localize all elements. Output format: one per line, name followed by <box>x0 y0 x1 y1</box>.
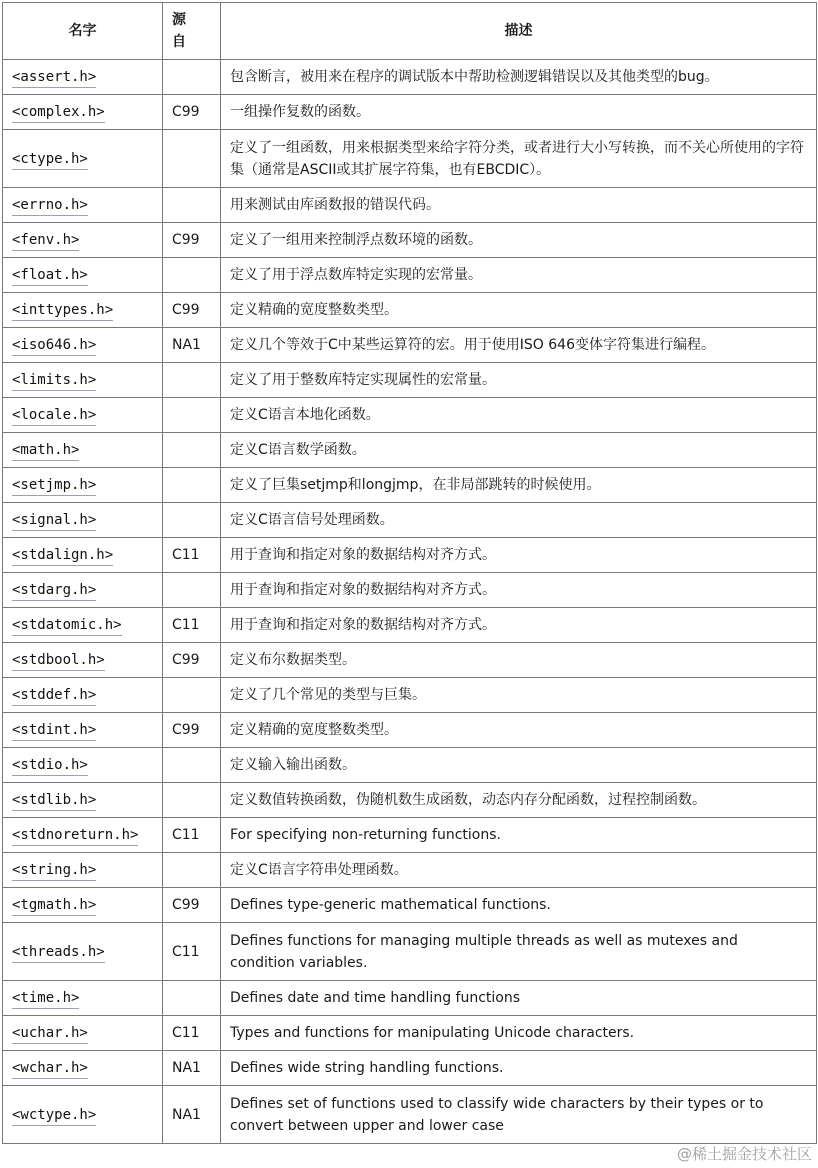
watermark: @稀土掘金技术社区 <box>676 1145 812 1163</box>
header-file-link[interactable]: <fenv.h> <box>12 232 79 251</box>
origin-cell: C11 <box>163 608 221 643</box>
header-file-link[interactable]: <locale.h> <box>12 407 96 426</box>
description-cell: 用于查询和指定对象的数据结构对齐方式。 <box>221 573 817 608</box>
table-row <box>3 258 817 293</box>
header-file-link[interactable]: <stdlib.h> <box>12 792 96 811</box>
header-file-link[interactable]: <stdarg.h> <box>12 582 96 601</box>
table-row <box>3 130 817 188</box>
header-file-cell <box>3 678 163 713</box>
table-row <box>3 363 817 398</box>
header-file-cell <box>3 433 163 468</box>
description-cell: 用于查询和指定对象的数据结构对齐方式。 <box>221 538 817 573</box>
origin-cell <box>163 258 221 293</box>
description-cell: 定义了巨集setjmp和longjmp，在非局部跳转的时候使用。 <box>221 468 817 503</box>
description-cell: Defines type-generic mathematical functions. <box>221 888 817 923</box>
origin-cell <box>163 468 221 503</box>
description-cell: 定义C语言本地化函数。 <box>221 398 817 433</box>
origin-cell: C99 <box>163 223 221 258</box>
header-file-link[interactable]: <stdint.h> <box>12 722 96 741</box>
origin-cell: C11 <box>163 538 221 573</box>
table-row <box>3 923 817 981</box>
header-file-link[interactable]: <stdatomic.h> <box>12 617 122 636</box>
header-file-cell <box>3 1051 163 1086</box>
header-file-link[interactable]: <stdio.h> <box>12 757 88 776</box>
header-file-cell <box>3 293 163 328</box>
header-file-cell <box>3 643 163 678</box>
table-row <box>3 60 817 95</box>
origin-cell: C99 <box>163 888 221 923</box>
table-row <box>3 678 817 713</box>
header-file-cell <box>3 363 163 398</box>
header-file-link[interactable]: <setjmp.h> <box>12 477 96 496</box>
origin-cell: NA1 <box>163 328 221 363</box>
description-cell: 定义了用于浮点数库特定实现的宏常量。 <box>221 258 817 293</box>
header-file-cell <box>3 783 163 818</box>
table-row <box>3 573 817 608</box>
header-file-cell <box>3 188 163 223</box>
description-cell: Types and functions for manipulating Unicode characters. <box>221 1016 817 1051</box>
origin-cell: C11 <box>163 1016 221 1051</box>
origin-cell <box>163 363 221 398</box>
header-file-cell <box>3 398 163 433</box>
header-file-cell <box>3 538 163 573</box>
origin-cell <box>163 853 221 888</box>
header-file-link[interactable]: <float.h> <box>12 267 88 286</box>
description-cell: 定义数值转换函数，伪随机数生成函数，动态内存分配函数，过程控制函数。 <box>221 783 817 818</box>
header-file-cell <box>3 923 163 981</box>
origin-cell: C99 <box>163 293 221 328</box>
origin-cell: C99 <box>163 95 221 130</box>
description-cell: 定义几个等效于C中某些运算符的宏。用于使用ISO 646变体字符集进行编程。 <box>221 328 817 363</box>
table-row <box>3 188 817 223</box>
table-row <box>3 643 817 678</box>
header-file-link[interactable]: <complex.h> <box>12 104 105 123</box>
origin-cell <box>163 678 221 713</box>
table-row <box>3 853 817 888</box>
table-row <box>3 713 817 748</box>
header-file-link[interactable]: <ctype.h> <box>12 151 88 170</box>
origin-cell <box>163 130 221 188</box>
header-file-link[interactable]: <wctype.h> <box>12 1107 96 1126</box>
table-row <box>3 888 817 923</box>
table-row <box>3 608 817 643</box>
header-file-link[interactable]: <wchar.h> <box>12 1060 88 1079</box>
header-file-cell <box>3 503 163 538</box>
table-row <box>3 433 817 468</box>
origin-cell: C99 <box>163 713 221 748</box>
description-cell: 定义C语言字符串处理函数。 <box>221 853 817 888</box>
header-file-link[interactable]: <assert.h> <box>12 69 96 88</box>
table-row <box>3 293 817 328</box>
header-file-link[interactable]: <stdbool.h> <box>12 652 105 671</box>
header-origin <box>163 3 221 60</box>
description-cell: 定义C语言数学函数。 <box>221 433 817 468</box>
table-row <box>3 783 817 818</box>
c-standard-library-table <box>2 2 817 1144</box>
header-file-link[interactable]: <time.h> <box>12 990 79 1009</box>
description-cell: 定义精确的宽度整数类型。 <box>221 293 817 328</box>
description-cell: 一组操作复数的函数。 <box>221 95 817 130</box>
header-file-cell <box>3 748 163 783</box>
header-file-link[interactable]: <signal.h> <box>12 512 96 531</box>
header-file-link[interactable]: <threads.h> <box>12 944 105 963</box>
origin-cell <box>163 503 221 538</box>
table-body <box>3 60 817 1144</box>
description-cell: Defines date and time handling functions <box>221 981 817 1016</box>
description-cell: 定义了用于整数库特定实现属性的宏常量。 <box>221 363 817 398</box>
description-cell: 定义了几个常见的类型与巨集。 <box>221 678 817 713</box>
description-cell: 定义C语言信号处理函数。 <box>221 503 817 538</box>
origin-cell: C11 <box>163 818 221 853</box>
table-row <box>3 503 817 538</box>
header-file-link[interactable]: <string.h> <box>12 862 96 881</box>
header-name: 名字 <box>3 3 163 60</box>
header-origin-text: 源自 <box>172 12 186 50</box>
table-row <box>3 223 817 258</box>
header-file-link[interactable]: <uchar.h> <box>12 1025 88 1044</box>
header-file-cell <box>3 130 163 188</box>
header-file-cell <box>3 60 163 95</box>
description-cell: 定义精确的宽度整数类型。 <box>221 713 817 748</box>
origin-cell <box>163 60 221 95</box>
header-file-link[interactable]: <limits.h> <box>12 372 96 391</box>
description-cell: For specifying non-returning functions. <box>221 818 817 853</box>
table-row <box>3 538 817 573</box>
origin-cell <box>163 188 221 223</box>
header-file-cell <box>3 328 163 363</box>
header-file-link[interactable]: <errno.h> <box>12 197 88 216</box>
header-file-cell <box>3 573 163 608</box>
header-file-cell <box>3 818 163 853</box>
header-file-cell <box>3 608 163 643</box>
table-row <box>3 818 817 853</box>
description-cell: 定义布尔数据类型。 <box>221 643 817 678</box>
header-file-cell <box>3 853 163 888</box>
header-file-link[interactable]: <math.h> <box>12 442 79 461</box>
table-row <box>3 398 817 433</box>
header-file-cell <box>3 713 163 748</box>
description-cell: Defines set of functions used to classify wide characters by their types or to convert between upper and lower case <box>221 1086 817 1144</box>
header-file-cell <box>3 888 163 923</box>
origin-cell: C11 <box>163 923 221 981</box>
origin-cell: NA1 <box>163 1086 221 1144</box>
table-header-row <box>3 3 817 60</box>
origin-cell <box>163 398 221 433</box>
table-row <box>3 468 817 503</box>
origin-cell: C99 <box>163 643 221 678</box>
origin-cell: NA1 <box>163 1051 221 1086</box>
header-file-cell <box>3 468 163 503</box>
description-cell: 包含断言，被用来在程序的调试版本中帮助检测逻辑错误以及其他类型的bug。 <box>221 60 817 95</box>
table-row <box>3 328 817 363</box>
header-file-link[interactable]: <iso646.h> <box>12 337 96 356</box>
header-file-cell <box>3 1016 163 1051</box>
header-file-cell <box>3 1086 163 1144</box>
origin-cell <box>163 783 221 818</box>
header-file-cell <box>3 95 163 130</box>
table-row <box>3 1086 817 1144</box>
header-description: 描述 <box>221 3 817 60</box>
header-file-link[interactable]: <stdnoreturn.h> <box>12 827 138 846</box>
description-cell: 定义了一组用来控制浮点数环境的函数。 <box>221 223 817 258</box>
origin-cell <box>163 981 221 1016</box>
table-row <box>3 981 817 1016</box>
origin-cell <box>163 748 221 783</box>
description-cell: 用来测试由库函数报的错误代码。 <box>221 188 817 223</box>
description-cell: Defines functions for managing multiple threads as well as mutexes and condition variables. <box>221 923 817 981</box>
table-row <box>3 748 817 783</box>
table-row <box>3 1051 817 1086</box>
header-file-cell <box>3 981 163 1016</box>
header-file-cell <box>3 258 163 293</box>
description-cell: 定义了一组函数，用来根据类型来给字符分类，或者进行大小写转换，而不关心所使用的字符集（通常是ASCII或其扩展字符集，也有EBCDIC）。 <box>221 130 817 188</box>
header-file-cell <box>3 223 163 258</box>
description-cell: 用于查询和指定对象的数据结构对齐方式。 <box>221 608 817 643</box>
origin-cell <box>163 433 221 468</box>
origin-cell <box>163 573 221 608</box>
header-file-link[interactable]: <stddef.h> <box>12 687 96 706</box>
table-row <box>3 95 817 130</box>
header-file-link[interactable]: <stdalign.h> <box>12 547 113 566</box>
table-row <box>3 1016 817 1051</box>
description-cell: 定义输入输出函数。 <box>221 748 817 783</box>
header-file-link[interactable]: <inttypes.h> <box>12 302 113 321</box>
description-cell: Defines wide string handling functions. <box>221 1051 817 1086</box>
header-file-link[interactable]: <tgmath.h> <box>12 897 96 916</box>
